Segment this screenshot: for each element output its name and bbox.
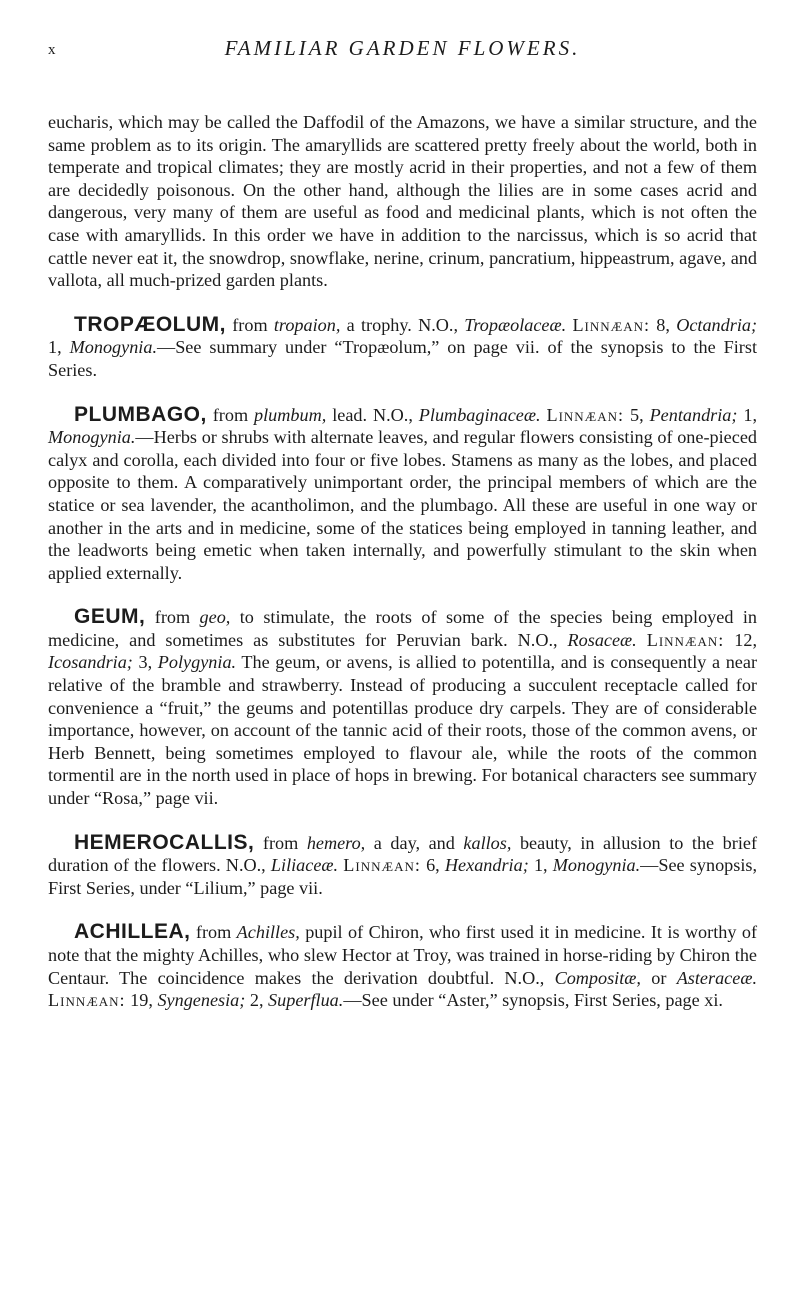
entry-hemerocallis (48, 832, 757, 900)
entry-text: ACHILLEA, from Achilles, pupil of Chiron, who first used it in medicine. It is worthy of note that the mighty Achilles, who slew Hector at Troy, was trained in horse-riding by Chiron the Centaur. The coincidence makes the derivation doubtful. N.O., Compositæ, or Asteraceæ. Linnæan: 19, Syngenesia; 2, Superflua.—See under “Aster,” synopsis, First Series, page xi. (48, 920, 758, 1011)
running-title: FAMILIAR GARDEN FLOWERS. (224, 36, 581, 60)
entry-text: TROPÆOLUM, from tropaion, a trophy. N.O., Tropæolaceæ. Linnæan: 8, Octandria; 1, Monogynia.—See summary under “Tropæolum,” on page vii. of the synopsis to the First Series. (48, 312, 758, 380)
intro-paragraph: eucharis, which may be called the Daffodil of the Amazons, we have a similar structure, and the same problem as to its origin. The amaryllids are scattered pretty freely about the world, both in temperate and tropical climates; they are mostly acrid in their properties, and not a few of them are decidedly poisonous. On the other hand, although the lilies are in some cases acrid and dangerous, very many of them are useful as food and medicinal plants, which is not often the case with amaryllids. In this order we have in addition to the narcissus, which is so acrid that cattle never eat it, the snowdrop, snowflake, nerine, crinum, pancratium, hippeastrum, agave, and vallota, all much-prized garden plants. (48, 112, 757, 291)
entry-heading: TROPÆOLUM, (74, 312, 226, 336)
entry-text: PLUMBAGO, from plumbum, lead. N.O., Plumbaginaceæ. Linnæan: 5, Pentandria; 1, Monogynia.—Herbs or shrubs with alternate leaves, and regular flowers consisting of one-pieced calyx and corolla, each divided into four or five lobes. Stamens as many as the lobes, and placed opposite to them. A comparatively unimportant order, the principal members of which are the statice or sea lavender, the acantholimon, and the plumbago. All these are useful in one way or another in the arts and in medicine, some of the statices being employed in tanning leather, and the leadworts being emetic when taken internally, and powerfully stimulant to the skin when applied externally. (48, 402, 758, 583)
entry-heading: ACHILLEA, (74, 920, 191, 944)
linnaean-label: Linnæan: (343, 855, 421, 876)
entry-heading: GEUM, (74, 605, 146, 629)
linnaean-label: Linnæan: (48, 990, 126, 1011)
entry-achillea (48, 921, 757, 1011)
page-number: x (48, 42, 56, 58)
linnaean-label: Linnæan: (572, 314, 651, 335)
entry-text: GEUM, from geo, to stimulate, the roots of some of the species being employed in medicine, and sometimes as substitutes for Peruvian bark. N.O., Rosaceæ. Linnæan: 12, Icosandria; 3, Polygynia. The geum, or avens, is allied to potentilla, and is consequently a near relative of the bramble and strawberry. Instead of producing a succulent receptacle called for convenience a “fruit,” the geums and potentillas produce dry carpels. They are of considerable importance, however, on account of the tannic acid of their roots, those of the common avens, or Herb Bennett, being sometimes employed to flavour ale, while the roots of the common tormentil are in the north used in place of hops in brewing. For botanical characters see summary under “Rosa,” page vii. (48, 605, 758, 809)
running-header (48, 30, 757, 64)
entry-geum (48, 606, 757, 809)
entry-heading: HEMEROCALLIS, (74, 830, 255, 854)
entry-tropaeolum (48, 314, 757, 382)
linnaean-label: Linnæan: (646, 629, 725, 650)
book-page (48, 30, 757, 1012)
entry-text: HEMEROCALLIS, from hemero, a day, and kallos, beauty, in allusion to the brief duration of the flowers. N.O., Liliaceæ. Linnæan: 6, Hexandria; 1, Monogynia.—See synopsis, First Series, under “Lilium,” page vii. (48, 830, 758, 898)
entry-plumbago (48, 404, 757, 585)
linnaean-label: Linnæan: (546, 404, 625, 425)
entry-heading: PLUMBAGO, (74, 402, 207, 426)
